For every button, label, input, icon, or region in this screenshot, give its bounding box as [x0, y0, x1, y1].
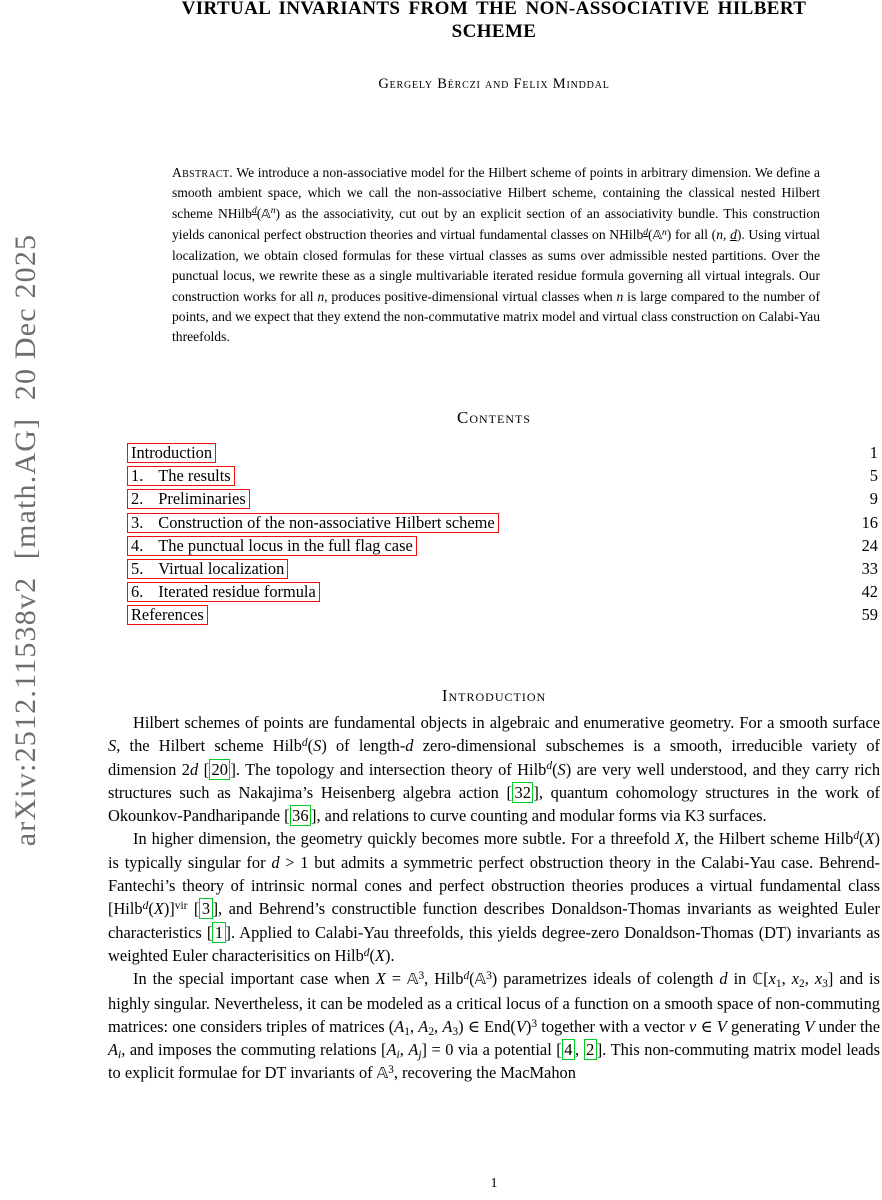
text-run: is large compared to the number of points, and we expect that they extend the non-commutative matrix model and virtual class construction on Calabi-Yau threefolds.	[172, 288, 820, 345]
text-run: ] and is highly singular. Nevertheless, it can be modeled as a critical locus of a function on a smooth space of non-commuting matrices: one considers triples of matrices (	[108, 969, 880, 1036]
text-run: ]. The topology and intersection theory of Hilb	[230, 759, 547, 779]
text-run: 1	[775, 978, 782, 991]
text-run: S	[557, 759, 566, 779]
toc-item-label: The punctual locus in the full flag case	[158, 535, 413, 555]
citation-link[interactable]: 36	[290, 805, 311, 826]
text-run: under the	[814, 1016, 881, 1036]
intro-paragraph	[108, 967, 880, 1085]
text-run: S	[108, 736, 117, 756]
text-run: X	[375, 945, 386, 965]
text-run: d	[853, 830, 860, 843]
paper-title	[108, 0, 880, 43]
text-run: 𝔸	[407, 970, 419, 989]
citation-link[interactable]: 1	[212, 922, 225, 943]
toc-row	[127, 605, 878, 628]
text-run: ,	[399, 1040, 409, 1060]
text-run: n	[716, 226, 724, 242]
text-run: S	[313, 736, 322, 756]
toc-item-number: 4.	[131, 535, 144, 555]
toc-page-number: 9	[869, 489, 878, 509]
text-run: ). Using virtual localization, we obtain closed formulas for these virtual classes as sums over admissible nested partitions. Over the punctual locus, we rewrite these as a single multivariable iterated residue formula governing all virtual integrals. Our construction works for all	[172, 226, 821, 304]
contents-heading: Contents	[456, 408, 531, 427]
toc-item-label: References	[131, 605, 204, 625]
text-run: (	[859, 829, 865, 849]
text-run: A	[386, 1040, 397, 1060]
text-run: X	[674, 829, 685, 849]
toc-row	[127, 536, 878, 559]
toc-page-number: 59	[861, 605, 878, 625]
text-run: n	[616, 288, 624, 304]
text-run: [	[763, 969, 769, 989]
text-run: ).	[385, 945, 395, 965]
text-run: ], quantum cohomology structures in the work of Okounkov-Pandharipande [	[108, 782, 880, 826]
abstract	[172, 163, 820, 348]
text-run: ,	[723, 226, 731, 242]
text-run: v	[689, 1016, 697, 1036]
text-run: n	[270, 206, 276, 217]
text-run: , the Hilbert scheme Hilb	[116, 736, 302, 756]
toc-row	[127, 582, 878, 605]
text-run: d	[251, 206, 257, 217]
text-run: , the Hilbert scheme Hilb	[684, 829, 854, 849]
text-run: ) of length-	[321, 736, 406, 756]
text-run: X	[153, 899, 164, 919]
toc-list	[127, 443, 878, 629]
text-run: X	[864, 829, 875, 849]
paper-title-line1: VIRTUAL INVARIANTS FROM THE NON-ASSOCIATIVE HILBERT	[181, 0, 807, 19]
toc-row	[127, 489, 878, 512]
toc-page-number: 5	[869, 466, 878, 486]
citation-link[interactable]: 3	[199, 898, 212, 919]
toc-item-label: The results	[158, 466, 231, 486]
toc-item-label: Introduction	[131, 443, 213, 462]
text-run: (	[469, 969, 475, 989]
text-run: n	[662, 227, 667, 238]
text-run: (	[648, 226, 653, 242]
citation-link[interactable]: 4	[562, 1039, 575, 1060]
text-run: ) are very well understood, and they carry rich structures such as Nakajima’s Heisenberg algebra action [	[108, 759, 881, 802]
toc-link[interactable]	[127, 443, 216, 463]
text-run: 2	[428, 1025, 435, 1038]
text-run: ]. Applied to Calabi-Yau threefolds, this yields degree-zero Donaldson-Thomas (DT) invariants as weighted Euler characterisitics on Hilb	[108, 922, 880, 965]
text-run: d	[719, 969, 728, 989]
text-run: 𝔸	[376, 1064, 389, 1083]
text-run: ) parametrizes ideals of colength	[491, 969, 720, 989]
text-run: 3	[388, 1064, 394, 1077]
text-run: d	[363, 946, 370, 959]
toc-link[interactable]	[127, 605, 208, 625]
authors-line: Gergely Bérczi and Felix Minddal	[378, 76, 610, 92]
text-run: X	[375, 969, 386, 989]
text-run: =	[385, 969, 408, 989]
text-run: (	[307, 736, 314, 756]
text-run: d	[463, 970, 470, 983]
text-run: 3	[452, 1025, 459, 1038]
text-run: 𝔸	[474, 970, 487, 989]
text-run: In higher dimension, the geometry quickly becomes more subtle. For a threefold	[133, 829, 675, 849]
toc-page-number: 42	[861, 582, 878, 602]
text-run: 3	[486, 970, 492, 983]
text-run: ,	[410, 1016, 419, 1036]
text-run: d	[405, 736, 414, 756]
text-run: d	[643, 227, 649, 238]
toc-item-label: Virtual localization	[158, 558, 285, 578]
paper-title-line2: SCHEME	[451, 21, 537, 42]
toc-page-number: 24	[861, 535, 878, 555]
text-run: vir	[174, 900, 188, 913]
toc-link[interactable]	[127, 582, 320, 602]
text-run: A	[442, 1016, 453, 1036]
text-run: in	[727, 969, 753, 989]
toc-row	[127, 466, 878, 489]
text-run: 3	[822, 978, 828, 991]
text-run: ], and Behrend’s constructible function describes Donaldson-Thomas invariants as weighted Euler characteristics [	[108, 899, 880, 942]
text-run: generating	[726, 1016, 805, 1036]
text-run: ,	[574, 1040, 584, 1060]
text-run: A	[108, 1040, 119, 1060]
text-run: We introduce a non-associative model for the Hilbert scheme of points in arbitrary dimension. We define a smooth ambient space, which we call the non-associative Hilbert scheme, containing the classical nested Hilbert scheme NHilb	[172, 165, 820, 221]
text-run: d	[546, 760, 553, 773]
text-run: 3	[418, 970, 425, 983]
toc-row	[127, 513, 878, 536]
toc-page-number: 16	[861, 512, 878, 532]
text-run: ∈	[696, 1016, 717, 1036]
toc-item-number: 2.	[131, 489, 144, 509]
citation-link[interactable]: 2	[584, 1039, 597, 1060]
toc-link[interactable]	[127, 489, 250, 509]
text-run: 1	[404, 1025, 411, 1038]
citation-link[interactable]: 20	[209, 759, 230, 780]
text-run: A	[418, 1016, 429, 1036]
text-run: (	[552, 759, 558, 779]
toc-item-number: 6.	[131, 582, 144, 602]
text-run: , and imposes the commuting relations [	[121, 1040, 387, 1060]
toc-item-label: Preliminaries	[158, 489, 246, 509]
text-run: d	[301, 737, 308, 750]
text-run: i	[396, 1049, 400, 1062]
text-run: Hilbert schemes of points are fundamental objects in algebraic and enumerative geometry. For a smooth surface	[133, 713, 880, 732]
text-run: [	[198, 759, 210, 779]
text-run: i	[118, 1049, 122, 1062]
text-run: ) for all (	[666, 226, 717, 242]
text-run: A	[408, 1040, 419, 1060]
text-run: )]	[163, 899, 175, 919]
toc-item-number: 1.	[131, 466, 144, 486]
text-run: ) ∈ End(	[458, 1016, 516, 1036]
abstract-label: Abstract.	[172, 165, 233, 180]
toc-link[interactable]	[127, 466, 235, 486]
text-run: d	[730, 226, 737, 242]
text-run: , Hilb	[424, 969, 464, 989]
abstract-text	[172, 165, 820, 344]
toc-item-number: 3.	[131, 512, 144, 532]
toc-row	[127, 443, 878, 466]
toc-page-number: 1	[869, 443, 878, 462]
toc-item-label: Iterated residue formula	[158, 582, 316, 602]
text-run: ) is typically singular for	[108, 829, 880, 872]
citation-link[interactable]: 32	[512, 782, 533, 803]
arxiv-watermark: arXiv:2512.11538v2 [math.AG] 20 Dec 2025	[9, 233, 42, 847]
text-run: , produces positive-dimensional virtual classes when	[324, 288, 617, 304]
text-run: x	[768, 969, 776, 989]
toc-link[interactable]	[127, 536, 417, 556]
text-run: ,	[781, 969, 792, 989]
text-run: )	[525, 1016, 532, 1036]
text-run: In the special important case when	[133, 969, 376, 989]
text-run: V	[515, 1016, 526, 1036]
text-run: [	[187, 899, 200, 919]
text-run: , recovering the MacMahon	[393, 1063, 576, 1083]
text-run: (	[148, 899, 154, 919]
text-run: ) as the associativity, cut out by an explicit section of an associativity bundle. This construction yields canonical perfect obstruction theories and virtual fundamental classes on NHilb	[172, 205, 820, 242]
text-run: d	[189, 759, 199, 779]
text-run: V	[716, 1016, 727, 1036]
toc-item-number: 5.	[131, 558, 144, 578]
text-run: ], and relations to curve counting and modular forms via K3 surfaces.	[311, 806, 767, 826]
text-run: (	[256, 205, 262, 221]
text-run: ]. This non-commuting matrix model leads to explicit formulae for DT invariants of	[108, 1040, 881, 1083]
intro-paragraph	[108, 711, 880, 827]
text-run: d	[142, 900, 149, 913]
text-run: together with a vector	[537, 1016, 690, 1036]
toc-link[interactable]	[127, 513, 499, 533]
text-run: n	[317, 288, 325, 304]
text-run: ,	[434, 1016, 443, 1036]
text-run: 3	[531, 1017, 538, 1030]
text-run: x	[791, 969, 800, 989]
toc-page-number: 33	[861, 558, 878, 578]
toc-row	[127, 559, 878, 582]
text-run: 𝔸	[652, 227, 663, 243]
text-run: > 1 but admits a symmetric perfect obstruction theory in the Calabi-Yau case. Behrend-Fantechi’s theory of intrinsic normal cones and perfect obstruction theories produces a virtual fundamental class [Hilb	[108, 852, 880, 919]
text-run: ℂ	[752, 970, 764, 989]
text-run: ,	[804, 969, 815, 989]
intro-paragraph	[108, 827, 880, 967]
introduction-body	[108, 711, 880, 1086]
text-run: A	[394, 1016, 405, 1036]
text-run: ] = 0 via a potential [	[421, 1040, 562, 1060]
text-run: V	[804, 1016, 815, 1036]
page-number: 1	[490, 1176, 498, 1191]
text-run: x	[814, 969, 823, 989]
toc-item-label: Construction of the non-associative Hilbert scheme	[158, 512, 495, 532]
text-run: d	[271, 852, 280, 872]
text-run: (	[369, 945, 375, 965]
text-run: zero-dimensional subschemes is a smooth, irreducible variety of dimension 2	[108, 736, 880, 779]
toc-link[interactable]	[127, 559, 288, 579]
introduction-heading: Introduction	[441, 686, 547, 705]
text-run: j	[418, 1049, 422, 1062]
text-run: 𝔸	[261, 206, 271, 222]
text-run: 2	[799, 978, 805, 991]
